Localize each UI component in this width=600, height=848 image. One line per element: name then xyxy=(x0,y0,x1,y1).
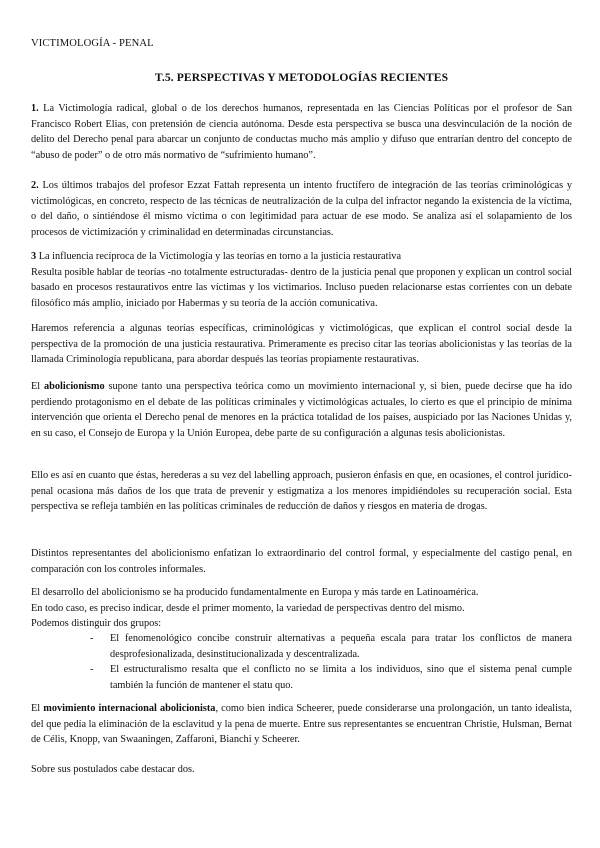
course-header: VICTIMOLOGÍA - PENAL xyxy=(31,38,154,49)
paragraph-4-text: Haremos referencia a algunas teorías específicas, criminológicas y victimológicas, que explican el control social desde la perspectiva de la promoción de una justicia restaurativa. Primeramente es preciso citar las teorías abolicionistas y las teorías de la llamada Criminología republicana, para abordar después las teorías propiamente restaurativas. xyxy=(31,323,572,366)
paragraph-8-line-1: El desarrollo del abolicionismo se ha producido fundamentalmente en Europa y más tarde en Latinoamérica. xyxy=(31,587,479,598)
paragraph-7 xyxy=(31,546,572,577)
dash-bullet: - xyxy=(90,633,94,644)
group-phenomenological: El fenomenológico concibe construir alternativas a pequeña escala para tratar los conflictos de manera desprofesionalizada, desinstitucionalizada y descentralizada. xyxy=(110,633,572,660)
paragraph-8 xyxy=(31,585,572,632)
paragraph-7-text: Distintos representantes del abolicionismo enfatizan lo extraordinario del control formal, y especialmente del castigo penal, en comparación con los controles informales. xyxy=(31,548,572,575)
abolicionismo-term: abolicionismo xyxy=(44,381,105,392)
paragraph-9-pre: El xyxy=(31,703,44,714)
paragraph-6-text: Ello es así en cuanto que éstas, herederas a su vez del labelling approach, pusieron énfasis en que, en ocasiones, el control jurídico-penal ocasiona más daños de los que trata de prevenir y estigmatiza a los menores impidiéndoles su recuperación social. Esta perspectiva se refleja también en las políticas criminales de reducción de daños y riesgos en materia de drogas. xyxy=(31,470,572,513)
paragraph-5-pre: El xyxy=(31,381,44,392)
paragraph-3-text: Resulta posible hablar de teorías -no totalmente estructuradas- dentro de la justicia penal que proponen y explican un control social basado en procesos restaurativos entre las víctimas y los victimarios. Incluso pueden relacionarse estas corrientes con un debate filosófico más amplio, iniciado por Habermas y su teoría de la acción comunicativa. xyxy=(31,266,572,309)
section-title: T.5. PERSPECTIVAS Y METODOLOGÍAS RECIENTES xyxy=(154,71,449,84)
paragraph-6 xyxy=(31,468,572,515)
dash-bullet: - xyxy=(90,664,94,676)
paragraph-3-heading: La influencia recíproca de la Victimología y las teorías en torno a la justicia restaurativa xyxy=(36,251,402,262)
list-item xyxy=(31,631,572,662)
paragraph-3 xyxy=(31,249,572,311)
movimiento-term: movimiento internacional abolicionista xyxy=(43,703,216,714)
paragraph-1-number: 1. xyxy=(31,103,39,114)
paragraph-9-text: , como bien indica Scheerer, puede considerarse una prolongación, un tanto idealista, del que pedía la eliminación de la esclavitud y la pena de muerte. Entre sus representantes se encuentran Christie, Hulsman, Bernat de Célis, Knopp, van Swaaningen, Zaffaroni, Bianchi y Scheerer. xyxy=(31,703,572,746)
paragraph-10-text: Sobre sus postulados cabe destacar dos. xyxy=(31,764,195,775)
paragraph-2 xyxy=(31,178,572,240)
paragraph-2-number: 2. xyxy=(31,180,39,191)
paragraph-5-text: supone tanto una perspectiva teórica como un movimiento internacional y, si bien, puede decirse que ha ido perdiendo protagonismo en el debate de las políticas criminales y victimológicas actuales, lo cierto es que el principio de mínima intervención que orienta el Derecho penal de menores en la práctica totalidad de los países, auspiciado por las Naciones Unidas y, en su caso, el Consejo de Europa y la Unión Europea, debe parte de su configuración a algunas tesis abolicionistas. xyxy=(31,381,572,439)
paragraph-4 xyxy=(31,321,572,368)
paragraph-2-text: Los últimos trabajos del profesor Ezzat Fattah representa un intento fructífero de integración de las teorías criminológicas y victimológicas, en concreto, respecto de las técnicas de neutralización de la culpa del infractor negando la existencia de la víctima, o del daño, o sintiéndose él mismo víctima o con legitimidad para actuar de ese modo. Se analiza así el solapamiento de los procesos de victimización y criminalidad en determinadas circunstancias. xyxy=(31,180,572,238)
paragraph-10 xyxy=(31,762,572,778)
paragraph-3-number: 3 xyxy=(31,251,37,262)
paragraph-8-line-2: En todo caso, es preciso indicar, desde el primer momento, la variedad de perspectivas dentro del mismo. xyxy=(31,602,465,614)
groups-list xyxy=(31,631,572,693)
paragraph-5 xyxy=(31,379,572,441)
paragraph-1 xyxy=(31,101,572,163)
list-item xyxy=(31,662,572,693)
group-structuralism: El estructuralismo resalta que el conflicto no se limita a los individuos, sino que el sistema penal cumple también la función de mantener el statu quo. xyxy=(110,664,572,691)
paragraph-8-line-3: Podemos distinguir dos grupos: xyxy=(31,618,162,630)
paragraph-1-text: La Victimología radical, global o de los derechos humanos, representada en las Ciencias Políticas por el profesor de San Francisco Robert Elias, con pretensión de ciencia autónoma. Desde esta perspectiva se busca una desvinculación de la noción de delito del Derecho penal para abarcar un conjunto de conductas mucho más amplio y difuso que entrarían dentro del concepto de “abuso de poder” o de otro más normativo de “sufrimiento humano”. xyxy=(31,103,572,161)
paragraph-9 xyxy=(31,701,572,748)
